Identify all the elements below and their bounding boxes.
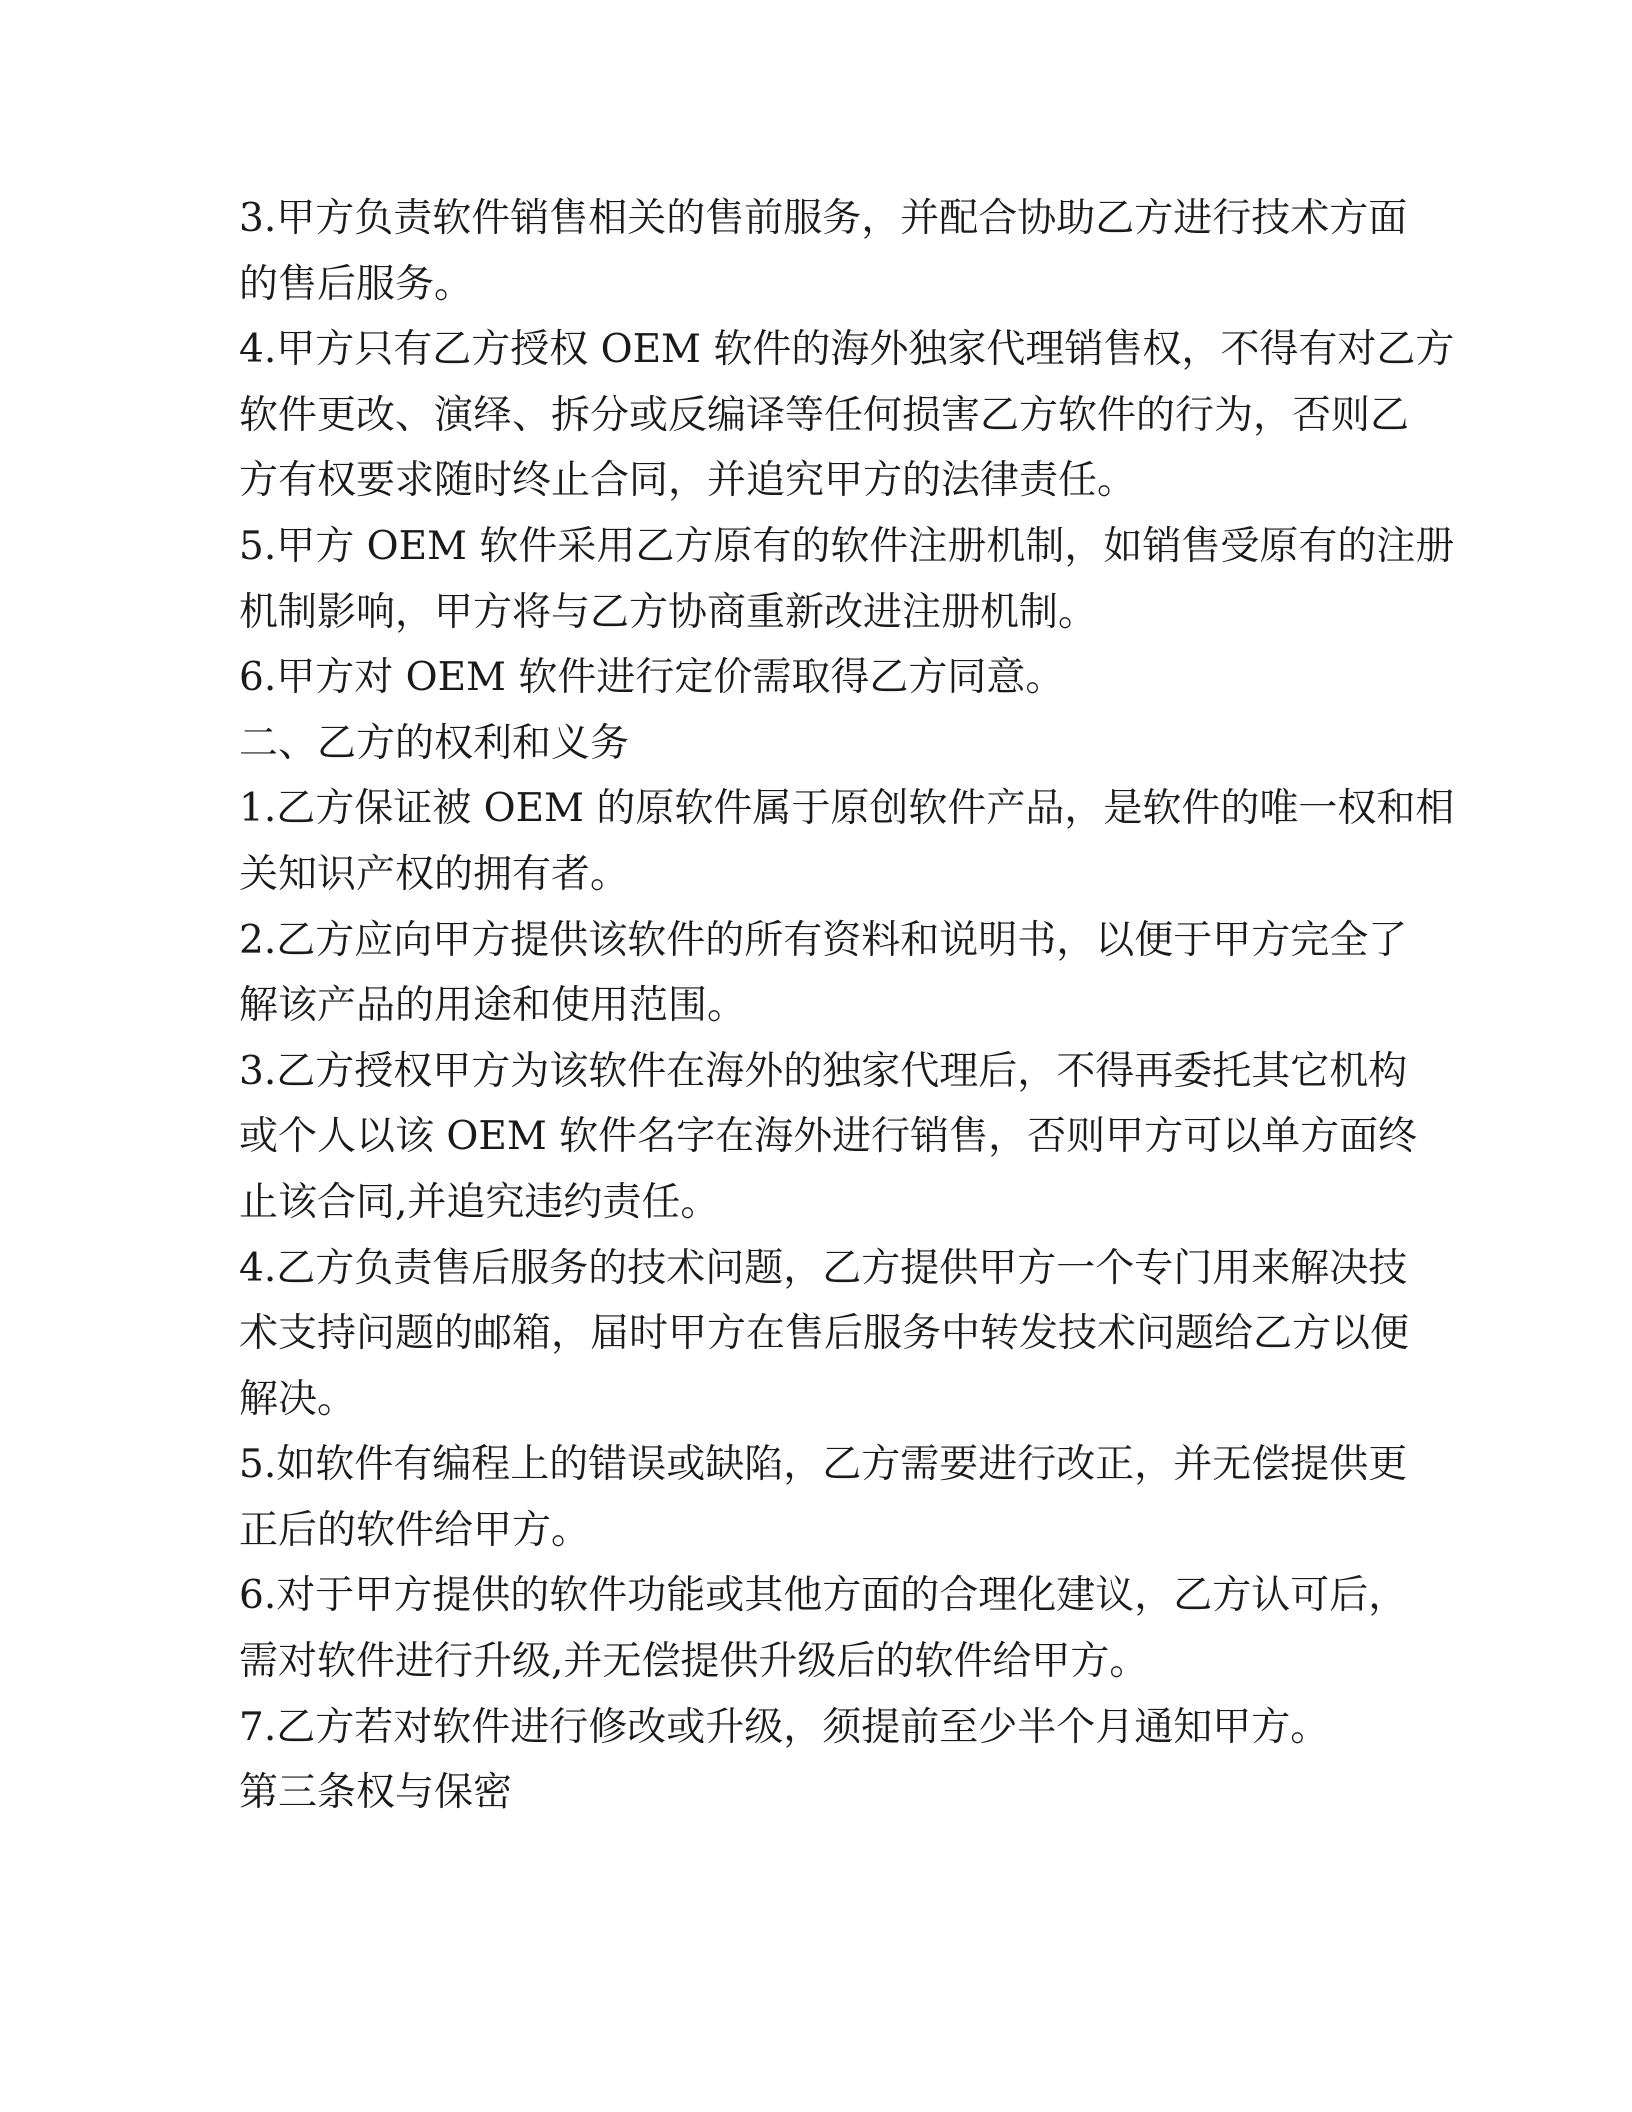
text-line: 5.如软件有编程上的错误或缺陷，乙方需要进行改正，并无偿提供更 xyxy=(239,1442,1408,1488)
section-heading: 二、乙方的权利和义务 xyxy=(239,720,630,766)
text-line: 3.甲方负责软件销售相关的售前服务，并配合协助乙方进行技术方面 xyxy=(239,196,1408,241)
text-line: 7.乙方若对软件进行修改或升级，须提前至少半个月通知甲方。 xyxy=(239,1704,1330,1750)
text-line: 或个人以该 OEM 软件名字在海外进行销售，否则甲方可以单方面终 xyxy=(239,1114,1418,1160)
text-line: 正后的软件给甲方。 xyxy=(239,1507,591,1553)
text-line: 软件更改、演绎、拆分或反编译等任何损害乙方软件的行为，否则乙 xyxy=(239,392,1410,438)
text-line: 关知识产权的拥有者。 xyxy=(239,851,630,897)
text-line: 方有权要求随时终止合同，并追究甲方的法律责任。 xyxy=(239,458,1137,504)
text-line: 2.乙方应向甲方提供该软件的所有资料和说明书，以便于甲方完全了 xyxy=(239,917,1408,963)
text-line: 1.乙方保证被 OEM 的原软件属于原创软件产品，是软件的唯一权和相 xyxy=(239,786,1455,832)
text-line: 解决。 xyxy=(239,1376,357,1422)
text-line: 解该产品的用途和使用范围。 xyxy=(239,983,747,1029)
text-line: 6.甲方对 OEM 软件进行定价需取得乙方同意。 xyxy=(239,655,1065,701)
text-line: 止该合同,并追究违约责任。 xyxy=(239,1179,720,1225)
text-line: 5.甲方 OEM 软件采用乙方原有的软件注册机制，如销售受原有的注册 xyxy=(239,523,1455,569)
text-line: 术支持问题的邮箱，届时甲方在售后服务中转发技术问题给乙方以便 xyxy=(239,1311,1410,1357)
text-line: 机制影响，甲方将与乙方协商重新改进注册机制。 xyxy=(239,589,1098,635)
text-line: 的售后服务。 xyxy=(239,261,474,307)
document-body xyxy=(239,186,1455,1826)
text-line: 3.乙方授权甲方为该软件在海外的独家代理后，不得再委托其它机构 xyxy=(239,1048,1408,1094)
section-heading: 第三条权与保密 xyxy=(239,1770,513,1816)
text-line: 需对软件进行升级,并无偿提供升级后的软件给甲方。 xyxy=(239,1639,1149,1685)
text-line: 6.对于甲方提供的软件功能或其他方面的合理化建议，乙方认可后， xyxy=(239,1573,1408,1619)
text-line: 4.甲方只有乙方授权 OEM 软件的海外独家代理销售权，不得有对乙方 xyxy=(239,327,1455,373)
text-line: 4.乙方负责售后服务的技术问题，乙方提供甲方一个专门用来解决技 xyxy=(239,1245,1408,1291)
